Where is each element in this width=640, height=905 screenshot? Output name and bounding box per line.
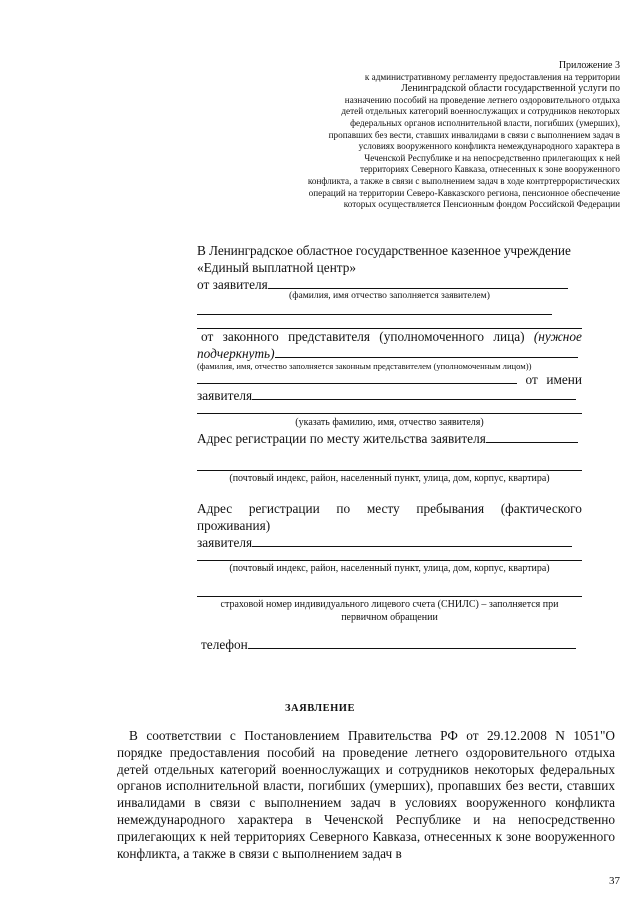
on-behalf-row [197, 371, 582, 388]
applicant-name-line2[interactable] [197, 314, 552, 315]
stay-word: Адрес [197, 501, 233, 516]
stay-line2: проживания) [197, 518, 271, 533]
applicant-name-field[interactable] [268, 276, 568, 289]
phone-field[interactable] [248, 636, 576, 649]
from-applicant-label: от заявителя [197, 277, 268, 292]
stay-word: регистрации [248, 501, 320, 516]
stay-word: пребывания [416, 501, 485, 516]
specify-hint: (указать фамилию, имя, отчество заявителя) [295, 417, 484, 428]
header-line: Ленинградской области государственной услуги по [401, 83, 620, 95]
page-number: 37 [609, 875, 620, 887]
phone-row [197, 636, 582, 653]
stay-address-line2[interactable] [197, 560, 582, 561]
on-behalf-applicant-row [197, 387, 582, 404]
institution-name [197, 242, 582, 276]
stay-address-row [197, 500, 582, 551]
on-behalf-imeni: имени [546, 372, 582, 387]
institution-line1: В Ленинградское областное государственное казенное учреждение [197, 243, 571, 258]
header-line: детей отдельных категорий военнослужащих и сотрудников некоторых [341, 106, 620, 117]
header-line: конфликта, а также в связи с выполнением задач в ходе контртеррористических [307, 175, 620, 186]
rep-emphasis: (нужное [533, 329, 582, 344]
reg-address-line2[interactable] [197, 470, 582, 471]
applicant-hint: (фамилия, имя отчество заполняется заявителем) [289, 290, 490, 301]
header-line: федеральных органов исполнительной власти, погибших (умерших), [350, 117, 620, 128]
representative-row [197, 328, 582, 362]
representative-label [197, 328, 582, 345]
header-line: операций на территории Северо-Кавказского региона, пенсионное обеспечение [308, 187, 620, 198]
representative-name-field[interactable] [275, 345, 578, 358]
stay-applicant-label: заявителя [197, 535, 253, 550]
rep-word: лица) [493, 329, 525, 344]
stay-address-field[interactable] [252, 534, 572, 547]
header-line: Чеченской Республике и на непосредственно прилегающих к ней [364, 152, 620, 163]
rep-word: законного [222, 329, 279, 344]
header-line: пропавших без вести, ставших инвалидами в связи с выполнением задач в [328, 129, 620, 140]
statement-title: ЗАЯВЛЕНИЕ [285, 703, 355, 714]
institution-line2: «Единый выплатной центр» [197, 260, 357, 275]
reg-address-label: Адрес регистрации по месту жительства заявителя [197, 431, 486, 446]
on-behalf-applicant-label: заявителя [197, 388, 253, 403]
on-behalf-field[interactable] [197, 371, 517, 384]
reg-address-row [197, 430, 582, 447]
appendix-label: Приложение 3 [558, 60, 620, 71]
header-line: которых осуществляется Пенсионным фондом Российской Федерации [343, 199, 620, 210]
address-hint: (почтовый индекс, район, населенный пункт, улица, дом, корпус, квартира) [229, 473, 550, 484]
phone-label: телефон [201, 637, 248, 652]
snils-hint-line1: страховой номер индивидуального лицевого счета (СНИЛС) – заполняется при [220, 599, 559, 610]
header-line: назначению пособий на проведение летнего оздоровительного отдыха [344, 94, 620, 105]
rep-hint: (фамилия, имя, отчество заполняется законным представителем (уполномоченным лицом)) [197, 361, 532, 371]
stay-word: по [336, 501, 351, 516]
header-line: территориях Северного Кавказа, отнесенных к зоне вооруженного [359, 164, 620, 175]
reg-address-field[interactable] [486, 430, 578, 443]
rep-word: (уполномоченного [379, 329, 485, 344]
address-hint-2: (почтовый индекс, район, населенный пункт, улица, дом, корпус, квартира) [229, 563, 550, 574]
stay-word: (фактического [500, 501, 582, 516]
header-line: к административному регламенту предоставления на территории [364, 71, 620, 82]
statement-body [117, 728, 615, 862]
statement-paragraph: В соответствии с Постановлением Правительства РФ от 29.12.2008 N 1051"О порядке предоставления пособий на проведение летнего оздоровительного отдыха детей отдельных категорий военнослужащих и сотрудников некоторых федеральных органов исполнительной власти, погибших (умерших), пропавших без вести, ставших инвалидами в связи с выполнением задач в условиях вооруженного конфликта немеждународного характера в Чеченской Республике и на непосредственно прилегающих к ней территориях Северного Кавказа, отнесенных к зоне вооруженного конфликта, а также в связи с выполнением задач в [117, 728, 615, 861]
on-behalf-applicant-field[interactable] [252, 387, 576, 400]
rep-emphasis-underline: подчеркнуть) [197, 346, 275, 361]
appendix-header [275, 60, 620, 211]
snils-hint [197, 599, 582, 624]
rep-word: от [201, 329, 214, 344]
on-behalf-ot: от [525, 372, 538, 387]
stay-word: месту [366, 501, 400, 516]
snils-field[interactable] [197, 596, 582, 597]
rep-word: представителя [288, 329, 371, 344]
header-line: условиях вооруженного конфликта немеждународного характера в [358, 141, 620, 152]
snils-hint-line2: первичном обращении [341, 611, 438, 623]
on-behalf-line2[interactable] [197, 413, 582, 414]
